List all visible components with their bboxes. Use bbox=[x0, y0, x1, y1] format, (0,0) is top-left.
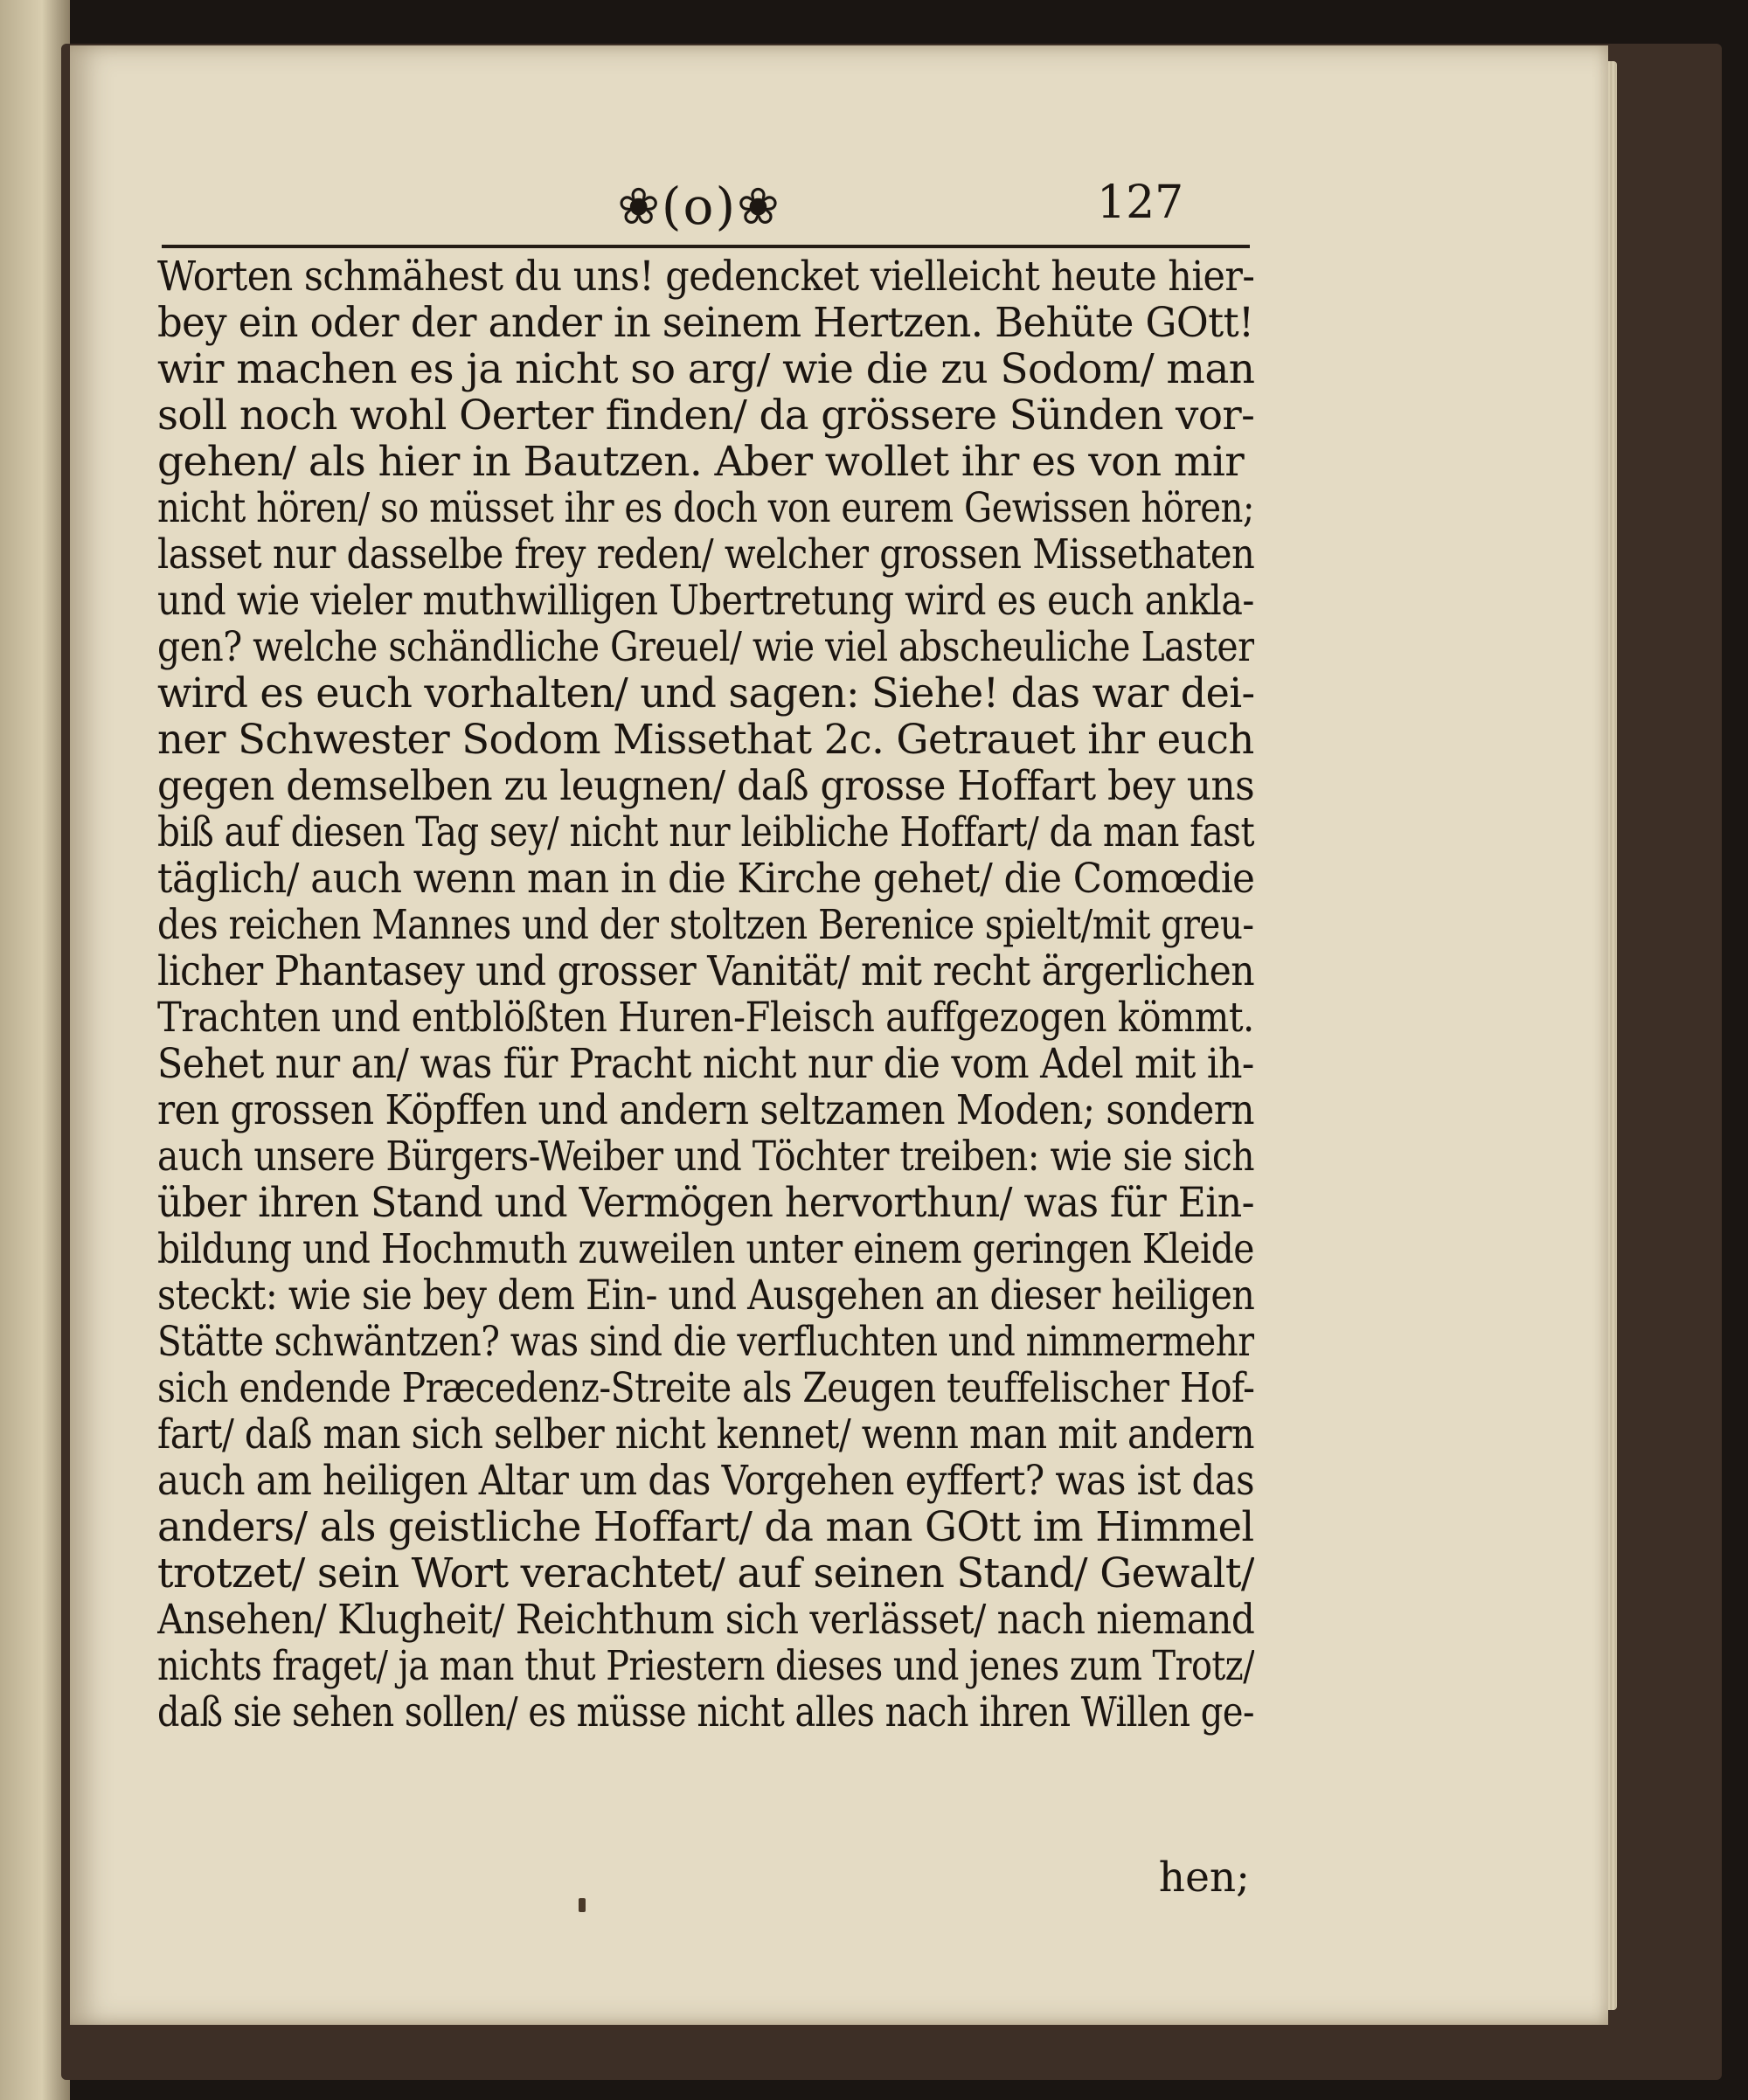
text-line: gegen demselben zu leugnen/ daß grosse Hoffart bey uns bbox=[157, 763, 1254, 809]
book-page bbox=[70, 45, 1608, 2025]
text-line: fart/ daß man sich selber nicht kennet/ wenn man mit andern bbox=[157, 1411, 1254, 1458]
running-header bbox=[70, 177, 1608, 246]
text-line: gehen/ als hier in Bautzen. Aber wollet ihr es von mir bbox=[157, 439, 1245, 485]
text-line: ner Schwester Sodom Missethat 2c. Getrauet ihr euch bbox=[157, 717, 1254, 763]
text-line: trotzet/ sein Wort verachtet/ auf seinen Stand/ Gewalt/ bbox=[157, 1550, 1254, 1597]
text-line: über ihren Stand und Vermögen hervorthun/ was für Ein- bbox=[157, 1180, 1254, 1226]
text-line: bildung und Hochmuth zuweilen unter einem geringen Kleide bbox=[157, 1226, 1254, 1272]
text-line: wir machen es ja nicht so arg/ wie die zu Sodom/ man bbox=[157, 346, 1254, 392]
text-line: daß sie sehen sollen/ es müsse nicht alles nach ihren Willen ge- bbox=[157, 1689, 1254, 1736]
text-line: ren grossen Köpffen und andern seltzamen Moden; sondern bbox=[157, 1087, 1254, 1133]
header-rule bbox=[162, 245, 1250, 248]
text-line: wird es euch vorhalten/ und sagen: Siehe! das war dei- bbox=[157, 670, 1254, 717]
text-line: nichts fraget/ ja man thut Priestern dieses und jenes zum Trotz/ bbox=[157, 1643, 1254, 1689]
previous-page-edge bbox=[0, 0, 70, 2100]
text-line: und wie vieler muthwilligen Ubertretung wird es euch ankla- bbox=[157, 578, 1254, 624]
text-line: steckt: wie sie bey dem Ein- und Ausgehen an dieser heiligen bbox=[157, 1272, 1254, 1319]
text-line: gen? welche schändliche Greuel/ wie viel abscheuliche Laster bbox=[157, 624, 1254, 670]
ink-speck bbox=[579, 1898, 586, 1912]
text-line: licher Phantasey und grosser Vanität/ mit recht ärgerlichen bbox=[157, 948, 1254, 995]
body-text bbox=[157, 253, 1254, 1736]
text-line: auch unsere Bürgers-Weiber und Töchter treiben: wie sie sich bbox=[157, 1133, 1254, 1180]
text-line: sich endende Præcedenz-Streite als Zeugen teuffelischer Hof- bbox=[157, 1365, 1254, 1411]
catchword: hen; bbox=[1158, 1854, 1250, 1902]
text-line: des reichen Mannes und der stoltzen Berenice spielt/mit greu- bbox=[157, 902, 1254, 948]
text-line: Ansehen/ Klugheit/ Reichthum sich verlässet/ nach niemand bbox=[157, 1597, 1254, 1643]
text-line: soll noch wohl Oerter finden/ da grössere Sünden vor- bbox=[157, 392, 1254, 439]
header-ornament: ❀(o)❀ bbox=[617, 177, 781, 236]
text-line: Stätte schwäntzen? was sind die verfluchten und nimmermehr bbox=[157, 1319, 1254, 1365]
text-line: nicht hören/ so müsset ihr es doch von eurem Gewissen hören; bbox=[157, 485, 1254, 531]
text-line: anders/ als geistliche Hoffart/ da man GOtt im Himmel bbox=[157, 1504, 1254, 1550]
text-line: Trachten und entblößten Huren-Fleisch auffgezogen kömmt. bbox=[157, 995, 1254, 1041]
text-line: täglich/ auch wenn man in die Kirche gehet/ die Comœdie bbox=[157, 856, 1254, 902]
page-number: 127 bbox=[1097, 177, 1184, 229]
text-line: Worten schmähest du uns! gedencket vielleicht heute hier- bbox=[157, 253, 1254, 300]
text-line: bey ein oder der ander in seinem Hertzen. Behüte GOtt! bbox=[157, 300, 1254, 346]
text-line: biß auf diesen Tag sey/ nicht nur leibliche Hoffart/ da man fast bbox=[157, 809, 1254, 856]
text-line: Sehet nur an/ was für Pracht nicht nur die vom Adel mit ih- bbox=[157, 1041, 1254, 1087]
text-line: lasset nur dasselbe frey reden/ welcher grossen Missethaten bbox=[157, 531, 1254, 578]
text-line: auch am heiligen Altar um das Vorgehen eyffert? was ist das bbox=[157, 1458, 1254, 1504]
